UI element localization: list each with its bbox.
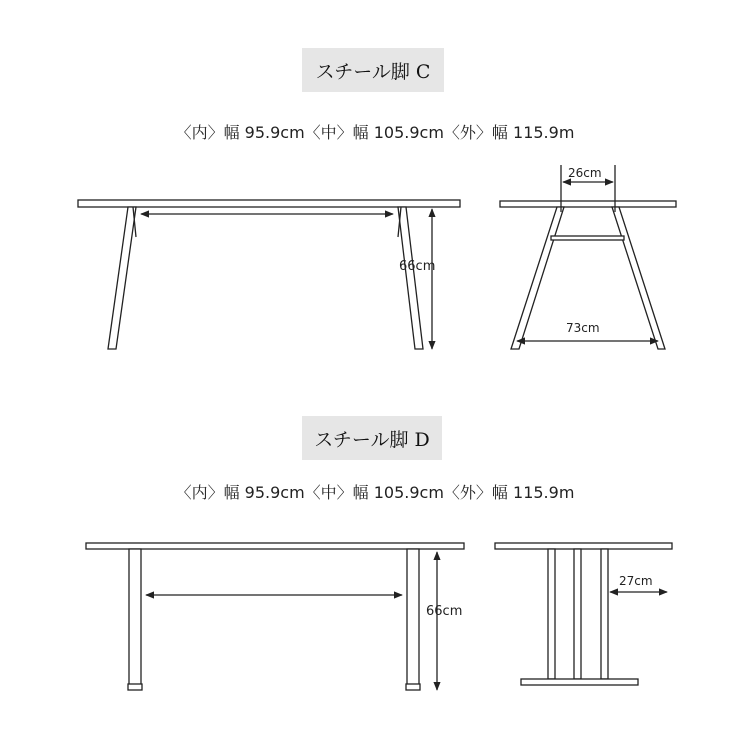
table-c-right-leg bbox=[398, 207, 423, 349]
table-c-side-top bbox=[500, 201, 676, 207]
table-d-left-leg bbox=[129, 549, 141, 686]
table-d-side-leg-1 bbox=[548, 549, 555, 679]
table-d-side-base bbox=[521, 679, 638, 685]
table-d-side-leg-3 bbox=[601, 549, 608, 679]
table-d-left-foot bbox=[128, 684, 142, 690]
section-c-widths: 〈内〉幅 95.9cm〈中〉幅 105.9cm〈外〉幅 115.9m bbox=[175, 123, 575, 142]
table-d-side-top bbox=[495, 543, 672, 549]
table-d-height-label: 66cm bbox=[426, 604, 463, 619]
table-c-bottom-label: 73cm bbox=[566, 321, 600, 335]
table-d-depth-label: 27cm bbox=[619, 574, 653, 588]
table-c-side-right-leg bbox=[612, 207, 665, 349]
section-d-title: スチール脚 D bbox=[302, 416, 442, 460]
table-d-top bbox=[86, 543, 464, 549]
table-d-side-view bbox=[495, 543, 672, 685]
table-d-side-leg-2 bbox=[574, 549, 581, 679]
table-c-top-label: 26cm bbox=[568, 166, 602, 180]
section-c-title: スチール脚 C bbox=[302, 48, 444, 92]
table-d-right-leg bbox=[407, 549, 419, 686]
table-d-right-foot bbox=[406, 684, 420, 690]
table-c-front-view bbox=[78, 200, 460, 349]
table-c-side-left-leg bbox=[511, 207, 564, 349]
table-c-side-brace bbox=[551, 236, 624, 240]
section-d-widths: 〈内〉幅 95.9cm〈中〉幅 105.9cm〈外〉幅 115.9m bbox=[175, 483, 575, 502]
table-c-top bbox=[78, 200, 460, 207]
table-c-height-label: 66cm bbox=[399, 259, 436, 274]
table-c-left-leg bbox=[108, 207, 136, 349]
table-d-front-view bbox=[86, 543, 464, 690]
